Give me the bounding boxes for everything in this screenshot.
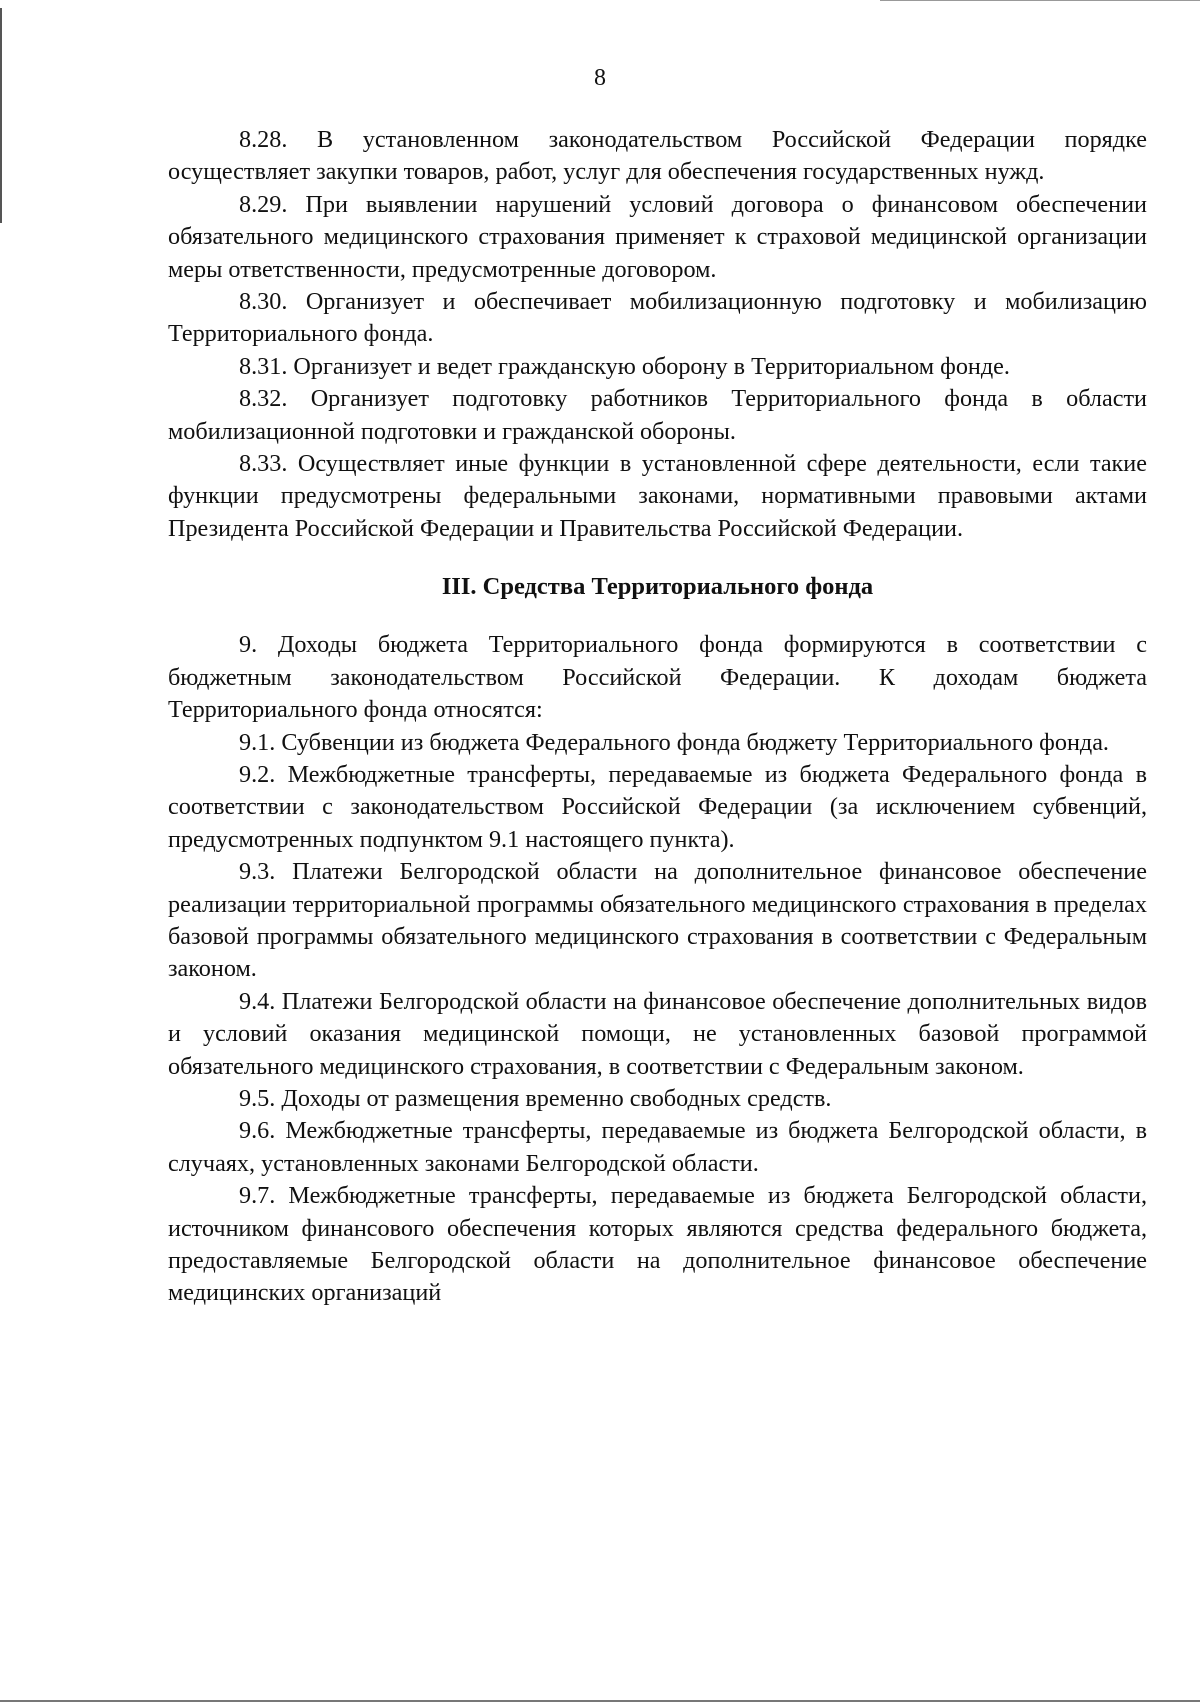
paragraph-9-4: 9.4. Платежи Белгородской области на финансовое обеспечение дополнительных видов и условий оказания медицинской помощи, не установленных базовой программой обязательного медицинского страхования, в соответствии с Федеральным законом. (168, 987, 1147, 1080)
paragraph-8-31: 8.31. Организует и ведет гражданскую оборону в Территориальном фонде. (239, 352, 1010, 380)
document-body (168, 124, 1147, 1310)
paragraph-9-2: 9.2. Межбюджетные трансферты, передаваемые из бюджета Федерального фонда в соответствии с законодательством Российской Федерации (за исключением субвенций, предусмотренных подпунктом 9.1 настоящего пункта). (168, 760, 1147, 853)
paragraph-9-1: 9.1. Субвенции из бюджета Федерального фонда бюджету Территориального фонда. (239, 728, 1109, 756)
scan-edge-bottom (0, 1700, 1200, 1702)
scan-edge-left (0, 8, 2, 223)
paragraph-8-28: 8.28. В установленном законодательством Российской Федерации порядке осуществляет закупки товаров, работ, услуг для обеспечения государственных нужд. (168, 126, 1147, 186)
paragraph-8-29: 8.29. При выявлении нарушений условий договора о финансовом обеспечении обязательного медицинского страхования применяет к страховой медицинской организации меры ответственности, предусмотренные договором. (168, 190, 1147, 283)
paragraph-8-32: 8.32. Организует подготовку работников Территориального фонда в области мобилизационной подготовки и гражданской обороны. (168, 385, 1147, 445)
page-number: 8 (594, 65, 606, 91)
scan-edge-top (880, 0, 1200, 1)
paragraph-9-3: 9.3. Платежи Белгородской области на дополнительное финансовое обеспечение реализации территориальной программы обязательного медицинского страхования в пределах базовой программы обязательного медицинского страхования в соответствии с Федеральным законом. (168, 858, 1147, 983)
paragraph-9-5: 9.5. Доходы от размещения временно свободных средств. (239, 1084, 832, 1112)
paragraph-9-6: 9.6. Межбюджетные трансферты, передаваемые из бюджета Белгородской области, в случаях, установленных законами Белгородской области. (168, 1117, 1147, 1177)
paragraph-9: 9. Доходы бюджета Территориального фонда формируются в соответствии с бюджетным законодательством Российской Федерации. К доходам бюджета Территориального фонда относятся: (168, 631, 1147, 724)
paragraph-9-7: 9.7. Межбюджетные трансферты, передаваемые из бюджета Белгородской области, источником финансового обеспечения которых являются средства федерального бюджета, предоставляемые Белгородской области на дополнительное финансовое обеспечение медицинских организаций (168, 1182, 1147, 1307)
section-title: III. Средства Территориального фонда (441, 573, 874, 601)
paragraph-8-30: 8.30. Организует и обеспечивает мобилизационную подготовку и мобилизацию Территориального фонда. (168, 288, 1147, 348)
paragraph-8-33: 8.33. Осуществляет иные функции в установленной сфере деятельности, если такие функции предусмотрены федеральными законами, нормативными правовыми актами Президента Российской Федерации и Правительства Российской Федерации. (168, 450, 1147, 542)
